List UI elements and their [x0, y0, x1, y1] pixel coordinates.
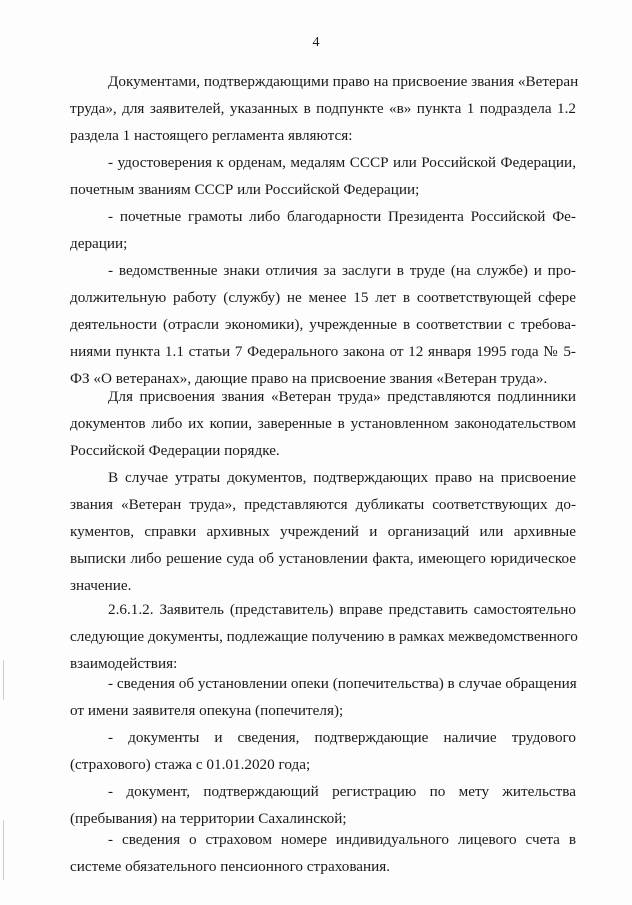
text-line: ниями пункта 1.1 статьи 7 Федерального закона от 12 января 1995 года № 5- — [70, 343, 576, 360]
text-line: - документы и сведения, подтверждающие наличие трудового — [108, 729, 576, 746]
text-line: (пребывания) на территории Сахалинской; — [70, 810, 347, 827]
text-line: выписки либо решение суда об установлении факта, имеющего юридическое — [70, 550, 576, 567]
text-line: документов либо их копии, заверенные в установленном законодательством — [70, 415, 576, 432]
text-line: звания «Ветеран труда», представляются дубликаты соответствующих до- — [70, 496, 576, 513]
text-line: деятельности (отрасли экономики), учрежденные в соответствии с требова- — [70, 316, 576, 333]
text-line: - документ, подтверждающий регистрацию по мету жительства — [108, 783, 576, 800]
text-line: взаимодействия: — [70, 655, 178, 672]
text-line: Российской Федерации порядке. — [70, 442, 280, 459]
text-line: ФЗ «О ветеранах», дающие право на присвоение звания «Ветеран труда». — [70, 370, 548, 387]
text-line: - ведомственные знаки отличия за заслуги в труде (на службе) и про- — [108, 262, 576, 279]
scan-edge-mark — [3, 820, 4, 880]
text-line: системе обязательного пенсионного страхования. — [70, 858, 391, 875]
text-line: - почетные грамоты либо благодарности Президента Российской Фе- — [108, 208, 576, 225]
text-line: следующие документы, подлежащие получению в рамках межведомственного — [70, 628, 578, 645]
text-line: почетным званиям СССР или Российской Федерации; — [70, 181, 420, 198]
page-number: 4 — [312, 35, 320, 50]
text-line: (страхового) стажа с 01.01.2020 года; — [70, 756, 311, 773]
scan-edge-mark — [3, 660, 4, 700]
text-line: дерации; — [70, 235, 128, 252]
text-line: значение. — [70, 577, 132, 594]
text-line: должительную работу (службу) не менее 15 лет в соответствующей сфере — [70, 289, 576, 306]
text-line: от имени заявителя опекуна (попечителя); — [70, 702, 344, 719]
text-line: труда», для заявителей, указанных в подпункте «в» пункта 1 подраздела 1.2 — [70, 100, 576, 117]
text-line: раздела 1 настоящего регламента являются: — [70, 127, 353, 144]
text-line: Документами, подтверждающими право на присвоение звания «Ветеран — [108, 73, 579, 90]
text-line: кументов, справки архивных учреждений и организаций или архивные — [70, 523, 576, 540]
text-line: - удостоверения к орденам, медалям СССР или Российской Федерации, — [108, 154, 576, 171]
text-line: 2.6.1.2. Заявитель (представитель) вправе представить самостоятельно — [108, 601, 576, 618]
text-line: В случае утраты документов, подтверждающих право на присвоение — [108, 469, 576, 486]
text-line: Для присвоения звания «Ветеран труда» представляются подлинники — [108, 388, 576, 405]
text-line: - сведения об установлении опеки (попечительства) в случае обращения — [108, 675, 577, 692]
text-line: - сведения о страховом номере индивидуального лицевого счета в — [108, 831, 576, 848]
